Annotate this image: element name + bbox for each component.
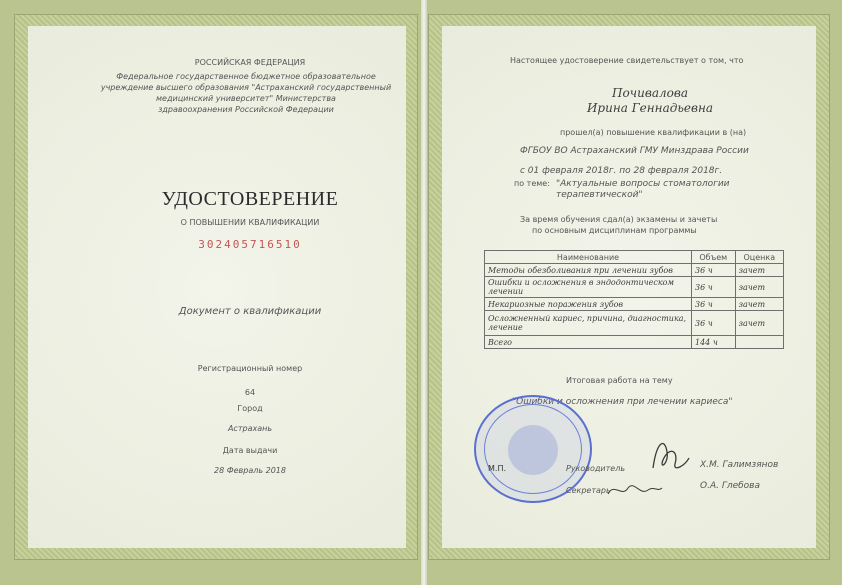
course-hours: 144 ч [692, 336, 736, 349]
course-name: Осложненный кариес, причина, диагностика, лечение [485, 311, 692, 336]
org-line-2: учреждение высшего образования "Астраханский государственный [100, 83, 392, 92]
secretary-name: О.А. Глебова [700, 481, 761, 491]
course-name: Ошибки и осложнения в эндодонтическом лечении [485, 277, 692, 298]
city-value: Астрахань [227, 424, 273, 433]
table-row [485, 311, 784, 336]
org-line-1: Федеральное государственное бюджетное образовательное [116, 72, 376, 81]
course-hours: 36 ч [692, 298, 736, 311]
document-subtitle: О ПОВЫШЕНИИ КВАЛИФИКАЦИИ [180, 218, 320, 227]
passed-text: прошел(а) повышение квалификации в (на) [560, 128, 747, 137]
issue-date: 28 Февраль 2018 [214, 466, 286, 475]
course-name: Некариозные поражения зубов [485, 298, 692, 311]
course-hours: 36 ч [692, 277, 736, 298]
secretary-label: Секретарь [566, 486, 611, 495]
center-fold [421, 0, 427, 585]
course-grade [735, 336, 783, 349]
issue-date-label: Дата выдачи [222, 446, 278, 455]
recipient-surname: Почивалова [611, 86, 689, 100]
document-title: УДОСТОВЕРЕНИЕ [161, 188, 339, 210]
program-title: "Актуальные вопросы стоматологии [556, 179, 730, 189]
reg-number: 64 [244, 388, 256, 397]
col-volume-header: Объем [692, 251, 736, 264]
coat-of-arms-icon [508, 425, 558, 475]
program-label: по теме: [514, 179, 550, 188]
org-line-3: медицинский университет" Министерства [156, 94, 336, 103]
course-name: Методы обезболивания при лечении зубов [485, 264, 692, 277]
training-org: ФГБОУ ВО Астраханский ГМУ Минздрава России [520, 146, 749, 156]
course-name: Всего [485, 336, 692, 349]
studied-line-2: по основным дисциплинам программы [532, 226, 697, 235]
head-signature [645, 430, 695, 480]
intro-text: Настоящее удостоверение свидетельствует о том, что [510, 56, 744, 65]
program-title-2: терапевтической" [556, 190, 643, 200]
secretary-signature [604, 478, 664, 502]
table-row [485, 264, 784, 277]
table-row [485, 336, 784, 349]
org-line-4: здравоохранения Российской Федерации [158, 105, 334, 114]
course-grade: зачет [735, 277, 783, 298]
col-grade-header: Оценка [735, 251, 783, 264]
studied-line-1: За время обучения сдал(а) экзамены и зачеты [520, 215, 718, 224]
table-header-row [485, 251, 784, 264]
training-period: с 01 февраля 2018г. по 28 февраля 2018г. [520, 166, 723, 176]
col-name-header: Наименование [485, 251, 692, 264]
final-work-title: "Ошибки и осложнения при лечении кариеса" [512, 397, 733, 407]
head-label: Руководитель [566, 464, 626, 473]
recipient-name: Ирина Геннадьевна [586, 101, 714, 115]
city-label: Город [237, 404, 263, 413]
course-grade: зачет [735, 264, 783, 277]
table-row [485, 277, 784, 298]
course-hours: 36 ч [692, 264, 736, 277]
course-grade: зачет [735, 298, 783, 311]
table-row [485, 298, 784, 311]
seal-mp-label: М.П. [488, 464, 507, 473]
course-hours: 36 ч [692, 311, 736, 336]
country-label: РОССИЙСКАЯ ФЕДЕРАЦИЯ [194, 58, 306, 67]
reg-number-label: Регистрационный номер [197, 364, 303, 373]
final-work-label: Итоговая работа на тему [566, 376, 673, 385]
serial-number: 302405716510 [198, 238, 302, 251]
head-name: Х.М. Галимзянов [700, 460, 779, 470]
course-grade: зачет [735, 311, 783, 336]
document-type: Документ о квалификации [178, 306, 322, 317]
courses-table [484, 250, 784, 349]
